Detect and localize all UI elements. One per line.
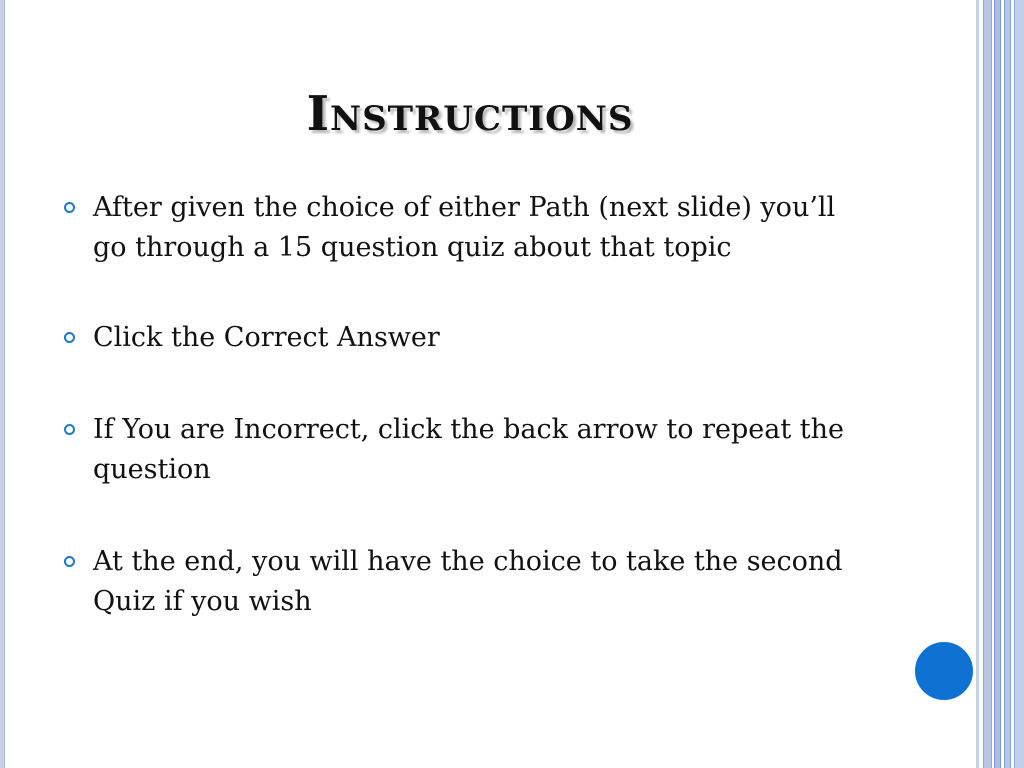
bullet-text: If You are Incorrect, click the back arrow to repeat the question — [93, 414, 845, 485]
bullet-ring-icon — [64, 424, 75, 435]
bullet-text: At the end, you will have the choice to take the second Quiz if you wish — [93, 546, 843, 617]
bullet-text: After given the choice of either Path (next slide) you’ll go through a 15 question quiz about that topic — [93, 192, 836, 263]
right-border-band — [976, 0, 979, 768]
right-border-band — [983, 0, 992, 768]
bullet-ring-icon — [64, 332, 75, 343]
right-border-band — [994, 0, 1001, 768]
right-border-band — [1004, 0, 1011, 768]
slide-title: Instructions — [306, 86, 634, 142]
bullet-item — [62, 188, 862, 268]
bullet-ring-icon — [64, 556, 75, 567]
bullet-text: Click the Correct Answer — [93, 322, 440, 353]
bullet-item — [62, 410, 862, 490]
bullet-item — [62, 542, 862, 622]
bullet-ring-icon — [64, 202, 75, 213]
bullet-list — [62, 188, 862, 670]
bullet-item — [62, 318, 862, 358]
decorative-circle — [913, 640, 975, 702]
right-border-band — [1014, 0, 1024, 768]
